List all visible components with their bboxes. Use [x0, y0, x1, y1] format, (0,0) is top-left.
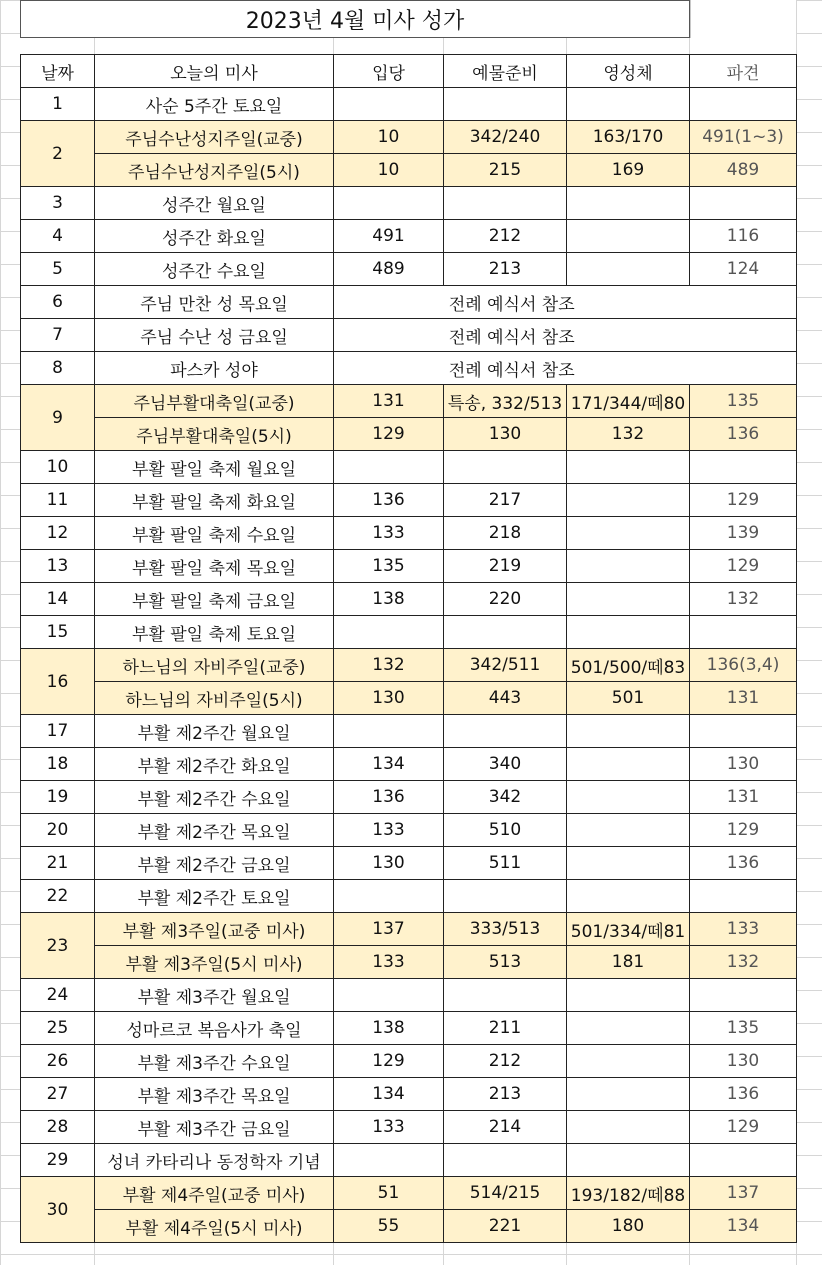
- mass-name-cell[interactable]: 부활 제3주간 금요일: [95, 1111, 334, 1144]
- table-row: [21, 979, 797, 1012]
- entrance-cell[interactable]: 133: [334, 517, 444, 550]
- offertory-cell[interactable]: [444, 616, 567, 649]
- table-row: [21, 418, 797, 451]
- merged-note-cell[interactable]: 전례 예식서 참조: [334, 286, 690, 319]
- date-cell[interactable]: 4: [21, 220, 95, 253]
- mass-name-cell[interactable]: 부활 팔일 축제 목요일: [95, 550, 334, 583]
- date-cell[interactable]: 21: [21, 847, 95, 880]
- dismissal-cell[interactable]: 135: [690, 1012, 797, 1045]
- entrance-cell[interactable]: 133: [334, 946, 444, 979]
- table-row: [21, 1111, 797, 1144]
- table-row: [21, 253, 797, 286]
- dismissal-cell[interactable]: 124: [690, 253, 797, 286]
- dismissal-cell[interactable]: 136: [690, 1078, 797, 1111]
- entrance-cell[interactable]: 129: [334, 1045, 444, 1078]
- offertory-cell[interactable]: [444, 979, 567, 1012]
- dismissal-cell[interactable]: [690, 352, 797, 385]
- dismissal-cell[interactable]: [690, 451, 797, 484]
- mass-name-cell[interactable]: 사순 5주간 토요일: [95, 88, 334, 121]
- dismissal-cell[interactable]: 134: [690, 1210, 797, 1243]
- date-cell[interactable]: 17: [21, 715, 95, 748]
- communion-cell[interactable]: 163/170: [567, 121, 690, 154]
- communion-cell[interactable]: [567, 781, 690, 814]
- offertory-cell[interactable]: 333/513: [444, 913, 567, 946]
- table-row: [21, 880, 797, 913]
- entrance-cell[interactable]: 491: [334, 220, 444, 253]
- entrance-cell[interactable]: [334, 616, 444, 649]
- communion-cell[interactable]: [567, 814, 690, 847]
- table-row: [21, 88, 797, 121]
- table-row: [21, 1210, 797, 1243]
- date-cell[interactable]: 15: [21, 616, 95, 649]
- date-cell[interactable]: 6: [21, 286, 95, 319]
- entrance-cell[interactable]: 138: [334, 1012, 444, 1045]
- mass-name-cell[interactable]: 부활 제2주간 화요일: [95, 748, 334, 781]
- entrance-cell[interactable]: 133: [334, 814, 444, 847]
- communion-cell[interactable]: [567, 1045, 690, 1078]
- table-body: [21, 88, 797, 1243]
- dismissal-cell[interactable]: [690, 88, 797, 121]
- table-row: [21, 616, 797, 649]
- communion-cell[interactable]: [567, 220, 690, 253]
- header-dismissal[interactable]: 파견: [690, 55, 797, 88]
- table-row: [21, 451, 797, 484]
- header-offertory[interactable]: 예물준비: [444, 55, 567, 88]
- dismissal-cell[interactable]: [690, 616, 797, 649]
- offertory-cell[interactable]: 513: [444, 946, 567, 979]
- mass-name-cell[interactable]: 파스카 성야: [95, 352, 334, 385]
- date-cell[interactable]: 3: [21, 187, 95, 220]
- table-row: [21, 748, 797, 781]
- table-row: [21, 847, 797, 880]
- mass-name-cell[interactable]: 부활 제3주간 수요일: [95, 1045, 334, 1078]
- date-cell[interactable]: 22: [21, 880, 95, 913]
- dismissal-cell[interactable]: 116: [690, 220, 797, 253]
- mass-name-cell[interactable]: 부활 제2주간 토요일: [95, 880, 334, 913]
- communion-cell[interactable]: 169: [567, 154, 690, 187]
- mass-name-cell[interactable]: 부활 팔일 축제 수요일: [95, 517, 334, 550]
- dismissal-cell[interactable]: [690, 979, 797, 1012]
- mass-name-cell[interactable]: 부활 팔일 축제 금요일: [95, 583, 334, 616]
- offertory-cell[interactable]: 510: [444, 814, 567, 847]
- date-cell[interactable]: 8: [21, 352, 95, 385]
- table-row: [21, 913, 797, 946]
- dismissal-cell[interactable]: 129: [690, 814, 797, 847]
- entrance-cell[interactable]: [334, 880, 444, 913]
- dismissal-cell[interactable]: 130: [690, 1045, 797, 1078]
- mass-name-cell[interactable]: 부활 제3주일(5시 미사): [95, 946, 334, 979]
- date-cell[interactable]: 26: [21, 1045, 95, 1078]
- offertory-cell[interactable]: 212: [444, 1045, 567, 1078]
- entrance-cell[interactable]: 135: [334, 550, 444, 583]
- merged-note-cell[interactable]: 전례 예식서 참조: [334, 319, 690, 352]
- offertory-cell[interactable]: 130: [444, 418, 567, 451]
- communion-cell[interactable]: [567, 979, 690, 1012]
- title-empty-cell[interactable]: [690, 0, 796, 38]
- offertory-cell[interactable]: 217: [444, 484, 567, 517]
- communion-cell[interactable]: [567, 847, 690, 880]
- dismissal-cell[interactable]: [690, 187, 797, 220]
- communion-cell[interactable]: 501/500/떼83: [567, 649, 690, 682]
- mass-name-cell[interactable]: 부활 제3주간 목요일: [95, 1078, 334, 1111]
- table-row: [21, 517, 797, 550]
- mass-name-cell[interactable]: 주님 수난 성 금요일: [95, 319, 334, 352]
- offertory-cell[interactable]: 213: [444, 1078, 567, 1111]
- offertory-cell[interactable]: 443: [444, 682, 567, 715]
- mass-name-cell[interactable]: 부활 팔일 축제 화요일: [95, 484, 334, 517]
- communion-cell[interactable]: 193/182/떼88: [567, 1177, 690, 1210]
- dismissal-cell[interactable]: 131: [690, 781, 797, 814]
- communion-cell[interactable]: [567, 451, 690, 484]
- entrance-cell[interactable]: 129: [334, 418, 444, 451]
- communion-cell[interactable]: [567, 550, 690, 583]
- entrance-cell[interactable]: 134: [334, 748, 444, 781]
- offertory-cell[interactable]: 342: [444, 781, 567, 814]
- table-row: [21, 583, 797, 616]
- dismissal-cell[interactable]: [690, 286, 797, 319]
- mass-name-cell[interactable]: 하느님의 자비주일(교중): [95, 649, 334, 682]
- dismissal-cell[interactable]: [690, 319, 797, 352]
- table-row: [21, 1012, 797, 1045]
- mass-name-cell[interactable]: 성주간 화요일: [95, 220, 334, 253]
- dismissal-cell[interactable]: 489: [690, 154, 797, 187]
- communion-cell[interactable]: 181: [567, 946, 690, 979]
- dismissal-cell[interactable]: [690, 715, 797, 748]
- date-cell[interactable]: 29: [21, 1144, 95, 1177]
- offertory-cell[interactable]: [444, 715, 567, 748]
- offertory-cell[interactable]: [444, 880, 567, 913]
- table-row: [21, 1144, 797, 1177]
- entrance-cell[interactable]: [334, 187, 444, 220]
- table-row: [21, 1078, 797, 1111]
- mass-name-cell[interactable]: 주님 만찬 성 목요일: [95, 286, 334, 319]
- mass-name-cell[interactable]: 부활 팔일 축제 토요일: [95, 616, 334, 649]
- date-cell[interactable]: 18: [21, 748, 95, 781]
- communion-cell[interactable]: [567, 880, 690, 913]
- header-mass[interactable]: 오늘의 미사: [95, 55, 334, 88]
- dismissal-cell[interactable]: 131: [690, 682, 797, 715]
- table-row: [21, 220, 797, 253]
- communion-cell[interactable]: [567, 253, 690, 286]
- table-row: [21, 682, 797, 715]
- mass-name-cell[interactable]: 부활 제2주간 목요일: [95, 814, 334, 847]
- date-cell[interactable]: 13: [21, 550, 95, 583]
- table-row: [21, 814, 797, 847]
- dismissal-cell[interactable]: 129: [690, 1111, 797, 1144]
- offertory-cell[interactable]: 213: [444, 253, 567, 286]
- mass-name-cell[interactable]: 하느님의 자비주일(5시): [95, 682, 334, 715]
- dismissal-cell[interactable]: 139: [690, 517, 797, 550]
- offertory-cell[interactable]: 212: [444, 220, 567, 253]
- table-row: [21, 649, 797, 682]
- offertory-cell[interactable]: 214: [444, 1111, 567, 1144]
- table-row: [21, 385, 797, 418]
- dismissal-cell[interactable]: 136: [690, 418, 797, 451]
- date-cell[interactable]: 7: [21, 319, 95, 352]
- table-row: [21, 946, 797, 979]
- dismissal-cell[interactable]: 130: [690, 748, 797, 781]
- header-date[interactable]: 날짜: [21, 55, 95, 88]
- communion-cell[interactable]: [567, 583, 690, 616]
- table-row: [21, 286, 797, 319]
- table-row: [21, 352, 797, 385]
- date-cell[interactable]: 1: [21, 88, 95, 121]
- offertory-cell[interactable]: 340: [444, 748, 567, 781]
- table-row: [21, 319, 797, 352]
- entrance-cell[interactable]: [334, 979, 444, 1012]
- dismissal-cell[interactable]: 136(3,4): [690, 649, 797, 682]
- entrance-cell[interactable]: 138: [334, 583, 444, 616]
- entrance-cell[interactable]: [334, 1144, 444, 1177]
- communion-cell[interactable]: 180: [567, 1210, 690, 1243]
- offertory-cell[interactable]: 342/240: [444, 121, 567, 154]
- dismissal-cell[interactable]: 137: [690, 1177, 797, 1210]
- offertory-cell[interactable]: 211: [444, 1012, 567, 1045]
- date-cell[interactable]: 12: [21, 517, 95, 550]
- date-cell[interactable]: 19: [21, 781, 95, 814]
- entrance-cell[interactable]: 51: [334, 1177, 444, 1210]
- dismissal-cell[interactable]: 129: [690, 550, 797, 583]
- table-row: [21, 550, 797, 583]
- communion-cell[interactable]: [567, 517, 690, 550]
- mass-name-cell[interactable]: 부활 팔일 축제 월요일: [95, 451, 334, 484]
- communion-cell[interactable]: [567, 187, 690, 220]
- merged-note-cell[interactable]: 전례 예식서 참조: [334, 352, 690, 385]
- offertory-cell[interactable]: 215: [444, 154, 567, 187]
- date-cell[interactable]: 5: [21, 253, 95, 286]
- entrance-cell[interactable]: 131: [334, 385, 444, 418]
- dismissal-cell[interactable]: 491(1~3): [690, 121, 797, 154]
- entrance-cell[interactable]: 133: [334, 1111, 444, 1144]
- mass-name-cell[interactable]: 부활 제3주간 월요일: [95, 979, 334, 1012]
- offertory-cell[interactable]: 특송, 332/513: [444, 385, 567, 418]
- dismissal-cell[interactable]: [690, 880, 797, 913]
- mass-name-cell[interactable]: 주님부활대축일(5시): [95, 418, 334, 451]
- table-row: [21, 781, 797, 814]
- mass-name-cell[interactable]: 부활 제3주일(교중 미사): [95, 913, 334, 946]
- dismissal-cell[interactable]: 129: [690, 484, 797, 517]
- offertory-cell[interactable]: 219: [444, 550, 567, 583]
- entrance-cell[interactable]: [334, 451, 444, 484]
- mass-name-cell[interactable]: 주님수난성지주일(교중): [95, 121, 334, 154]
- entrance-cell[interactable]: 10: [334, 121, 444, 154]
- header-communion[interactable]: 영성체: [567, 55, 690, 88]
- entrance-cell[interactable]: 136: [334, 781, 444, 814]
- date-cell[interactable]: 25: [21, 1012, 95, 1045]
- mass-name-cell[interactable]: 주님수난성지주일(5시): [95, 154, 334, 187]
- offertory-cell[interactable]: 221: [444, 1210, 567, 1243]
- mass-name-cell[interactable]: 부활 제2주간 금요일: [95, 847, 334, 880]
- communion-cell[interactable]: [567, 1144, 690, 1177]
- table-row: [21, 484, 797, 517]
- entrance-cell[interactable]: 137: [334, 913, 444, 946]
- date-cell[interactable]: 28: [21, 1111, 95, 1144]
- entrance-cell[interactable]: 489: [334, 253, 444, 286]
- dismissal-cell[interactable]: [690, 1144, 797, 1177]
- header-entrance[interactable]: 입당: [334, 55, 444, 88]
- offertory-cell[interactable]: 511: [444, 847, 567, 880]
- communion-cell[interactable]: 501: [567, 682, 690, 715]
- communion-cell[interactable]: [567, 88, 690, 121]
- mass-name-cell[interactable]: 성마르코 복음사가 축일: [95, 1012, 334, 1045]
- date-cell[interactable]: 2: [21, 121, 95, 187]
- date-cell[interactable]: 30: [21, 1177, 95, 1243]
- date-cell[interactable]: 16: [21, 649, 95, 715]
- date-cell[interactable]: 14: [21, 583, 95, 616]
- date-cell[interactable]: 23: [21, 913, 95, 979]
- entrance-cell[interactable]: 132: [334, 649, 444, 682]
- mass-name-cell[interactable]: 성주간 수요일: [95, 253, 334, 286]
- entrance-cell[interactable]: 10: [334, 154, 444, 187]
- offertory-cell[interactable]: [444, 1144, 567, 1177]
- entrance-cell[interactable]: [334, 88, 444, 121]
- offertory-cell[interactable]: [444, 88, 567, 121]
- mass-name-cell[interactable]: 성주간 월요일: [95, 187, 334, 220]
- entrance-cell[interactable]: 130: [334, 847, 444, 880]
- offertory-cell[interactable]: 218: [444, 517, 567, 550]
- dismissal-cell[interactable]: 135: [690, 385, 797, 418]
- communion-cell[interactable]: [567, 1012, 690, 1045]
- communion-cell[interactable]: 132: [567, 418, 690, 451]
- date-cell[interactable]: 10: [21, 451, 95, 484]
- date-cell[interactable]: 20: [21, 814, 95, 847]
- mass-name-cell[interactable]: 주님부활대축일(교중): [95, 385, 334, 418]
- communion-cell[interactable]: [567, 748, 690, 781]
- dismissal-cell[interactable]: 133: [690, 913, 797, 946]
- dismissal-cell[interactable]: 132: [690, 583, 797, 616]
- mass-name-cell[interactable]: 부활 제2주간 수요일: [95, 781, 334, 814]
- table-row: [21, 187, 797, 220]
- mass-name-cell[interactable]: 부활 제4주일(교중 미사): [95, 1177, 334, 1210]
- header-row: [21, 55, 797, 88]
- entrance-cell[interactable]: 134: [334, 1078, 444, 1111]
- date-cell[interactable]: 11: [21, 484, 95, 517]
- table-row: [21, 715, 797, 748]
- offertory-cell[interactable]: [444, 451, 567, 484]
- communion-cell[interactable]: [567, 616, 690, 649]
- dismissal-cell[interactable]: 136: [690, 847, 797, 880]
- communion-cell[interactable]: [567, 1111, 690, 1144]
- table-row: [21, 154, 797, 187]
- offertory-cell[interactable]: 220: [444, 583, 567, 616]
- table-row: [21, 1045, 797, 1078]
- date-cell[interactable]: 27: [21, 1078, 95, 1111]
- communion-cell[interactable]: [567, 1078, 690, 1111]
- offertory-cell[interactable]: 342/511: [444, 649, 567, 682]
- communion-cell[interactable]: [567, 715, 690, 748]
- mass-name-cell[interactable]: 성녀 카타리나 동정학자 기념: [95, 1144, 334, 1177]
- dismissal-cell[interactable]: 132: [690, 946, 797, 979]
- table-row: [21, 1177, 797, 1210]
- sheet-title: 2023년 4월 미사 성가: [20, 0, 690, 38]
- offertory-cell[interactable]: 514/215: [444, 1177, 567, 1210]
- communion-cell[interactable]: [567, 484, 690, 517]
- table-row: [21, 121, 797, 154]
- offertory-cell[interactable]: [444, 187, 567, 220]
- mass-name-cell[interactable]: 부활 제4주일(5시 미사): [95, 1210, 334, 1243]
- entrance-cell[interactable]: 130: [334, 682, 444, 715]
- communion-cell[interactable]: 501/334/떼81: [567, 913, 690, 946]
- entrance-cell[interactable]: 136: [334, 484, 444, 517]
- communion-cell[interactable]: 171/344/떼80: [567, 385, 690, 418]
- mass-name-cell[interactable]: 부활 제2주간 월요일: [95, 715, 334, 748]
- date-cell[interactable]: 9: [21, 385, 95, 451]
- entrance-cell[interactable]: [334, 715, 444, 748]
- entrance-cell[interactable]: 55: [334, 1210, 444, 1243]
- date-cell[interactable]: 24: [21, 979, 95, 1012]
- mass-hymn-table: [20, 54, 797, 1243]
